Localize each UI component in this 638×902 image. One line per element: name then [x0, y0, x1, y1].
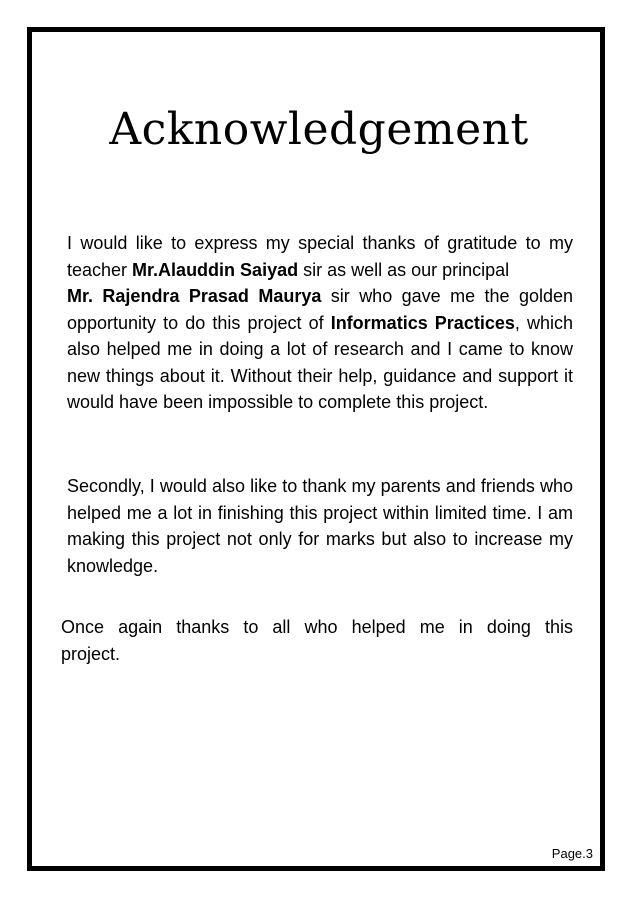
- paragraph-text: I would like to express my special thanks of gratitude to my teacher: [67, 233, 573, 280]
- paragraph-text: , which also helped me in doing a lot of research and I came to know new things about it. Without their help, guidance and support it would have been impossible to complete this project.: [67, 312, 573, 412]
- paragraph-gratitude: [67, 230, 573, 416]
- page-title: Acknowledgement: [109, 104, 529, 155]
- paragraph-closing: Once again thanks to all who helped me in doing this project.: [61, 617, 573, 664]
- principal-name: Mr. Rajendra Prasad Maurya: [67, 286, 322, 306]
- paragraph-text: sir as well as our principal: [298, 259, 510, 280]
- teacher-name: Mr.Alauddin Saiyad: [132, 259, 299, 280]
- paragraph-text: sir who gave me the golden opportunity to do this project of: [67, 286, 573, 333]
- paragraph-parents-friends: Secondly, I would also like to thank my parents and friends who helped me a lot in finishing this project within limited time. I am making this project not only for marks but also to increase my knowledge.: [67, 476, 573, 576]
- subject-name: Informatics Practices: [330, 312, 515, 333]
- page-number: Page.3: [551, 846, 593, 861]
